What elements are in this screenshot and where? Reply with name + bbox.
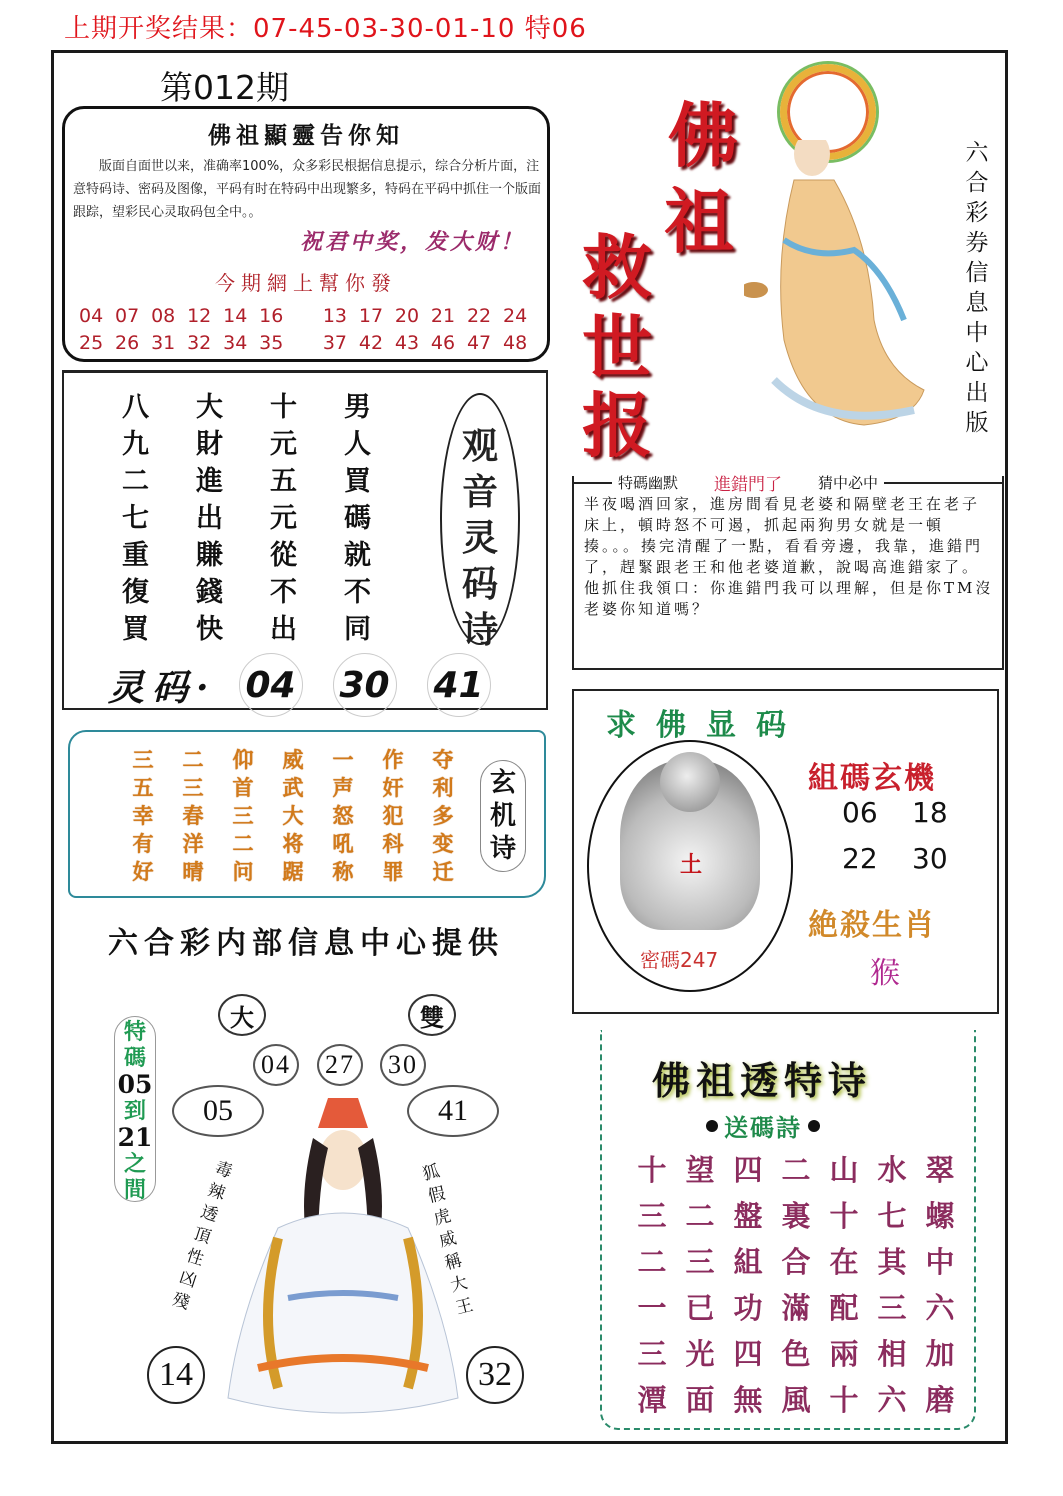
element-label: 土 — [679, 853, 702, 878]
laughing-buddha-head — [660, 752, 720, 812]
number: 22 — [466, 305, 492, 327]
poem-char: 将 — [282, 831, 304, 856]
tema-char: 之 — [123, 1151, 146, 1177]
poem-char: 買 — [122, 614, 149, 645]
poem-char: 犯 — [382, 803, 404, 828]
poem-char: 錢 — [196, 577, 223, 608]
poem-char: 洋 — [182, 831, 204, 856]
vertical-char: 毒 — [212, 1158, 235, 1183]
poem-char: 七 — [122, 503, 149, 534]
title-char: 报 — [582, 384, 652, 467]
vertical-char: 中 — [965, 320, 989, 346]
center-number: 04 — [253, 1044, 299, 1086]
vertical-char: 信 — [965, 260, 989, 286]
center-number: 30 — [380, 1044, 426, 1086]
poem-char: 六 — [877, 1383, 907, 1417]
poem-char: 山 — [829, 1153, 859, 1187]
number: 46 — [430, 332, 456, 354]
tema-char: 間 — [123, 1177, 146, 1203]
vertical-char: 灵 — [461, 517, 498, 559]
number: 13 — [322, 305, 348, 327]
poem-char: 不 — [270, 577, 297, 608]
poem-char: 二 — [182, 747, 204, 772]
joke-title: 進錯門了 — [714, 475, 783, 495]
poem-char: 春 — [182, 803, 204, 828]
poem-char: 一 — [637, 1291, 667, 1325]
number: 47 — [466, 332, 492, 354]
poem-char: 十 — [637, 1153, 667, 1187]
standing-guanyin-image — [744, 140, 934, 430]
double-word-circle: 雙 — [408, 994, 456, 1036]
bullet-icon — [808, 1120, 820, 1132]
vertical-char: 彩 — [965, 200, 989, 226]
number: 24 — [502, 305, 528, 327]
poem-char: 声 — [332, 775, 354, 800]
subtitle-text: 送碼詩 — [724, 1113, 802, 1142]
group-number: 18 — [912, 796, 948, 829]
poem-char: 二 — [232, 831, 254, 856]
vertical-char: 王 — [453, 1295, 476, 1319]
poem-char: 威 — [282, 747, 304, 772]
poem-char: 配 — [829, 1291, 859, 1325]
poem-char: 盤 — [733, 1199, 763, 1233]
poem-char: 迁 — [432, 859, 454, 884]
last-result-label: 上期开奖结果： — [64, 14, 254, 44]
poem-char: 好 — [132, 859, 154, 884]
poem-char: 六 — [925, 1291, 955, 1325]
poem-char: 怒 — [332, 803, 354, 828]
poem-char: 大 — [196, 392, 223, 423]
title-char: 救 — [582, 226, 652, 309]
vertical-char: 稱 — [442, 1250, 465, 1275]
poem-char: 色 — [781, 1337, 811, 1371]
poem-char: 三 — [182, 775, 204, 800]
xuanji-poem-title — [481, 767, 525, 866]
group-number: 30 — [912, 842, 948, 875]
vertical-char: 玄 — [489, 768, 516, 798]
poem-char: 出 — [270, 614, 297, 645]
poem-char: 滿 — [781, 1291, 811, 1325]
poem-char: 三 — [132, 747, 154, 772]
vertical-char: 大 — [448, 1272, 470, 1297]
poem-char: 無 — [733, 1383, 763, 1417]
guanyin-poem-grid — [122, 385, 418, 644]
poem-char: 其 — [877, 1245, 907, 1279]
poem-char: 磨 — [925, 1383, 955, 1417]
poem-char: 变 — [432, 831, 454, 856]
vertical-char: 息 — [965, 290, 989, 316]
vertical-char: 頂 — [190, 1223, 214, 1249]
poem-char: 幸 — [132, 803, 154, 828]
center-number: 27 — [317, 1044, 363, 1086]
poem-char: 三 — [637, 1337, 667, 1371]
right-oval-number: 41 — [407, 1085, 499, 1137]
secret-code: 密碼247 — [640, 948, 719, 972]
poem-char: 碼 — [344, 503, 371, 534]
joke-left-label: 特碼幽默 — [618, 474, 679, 492]
vertical-char: 殘 — [169, 1289, 193, 1314]
poem-char: 夺 — [432, 747, 454, 772]
lingma-number: 04 — [239, 653, 303, 717]
poem-char: 組 — [733, 1245, 763, 1279]
guanyin-poem-box — [62, 370, 548, 710]
poem-char: 五 — [270, 466, 297, 497]
poem-char: 五 — [132, 775, 154, 800]
vertical-char: 合 — [965, 170, 989, 196]
vertical-char: 版 — [965, 410, 989, 436]
poem-char: 三 — [232, 803, 254, 828]
tema-range — [115, 1019, 155, 1203]
poem-char: 元 — [270, 429, 297, 460]
poem-char: 已 — [685, 1291, 715, 1325]
poem-char: 從 — [270, 540, 297, 571]
tema-char: 到 — [123, 1098, 146, 1124]
poem-char: 七 — [877, 1199, 907, 1233]
poem-char: 多 — [432, 803, 454, 828]
poem-char: 裏 — [781, 1199, 811, 1233]
title-char: 祖 — [664, 180, 734, 263]
poem-char: 仰 — [232, 747, 254, 772]
poem-char: 十 — [270, 392, 297, 423]
intro-title: 佛祖顯靈告你知 — [208, 122, 404, 149]
vertical-char: 音 — [461, 471, 498, 513]
lingma-label: 灵码· — [108, 666, 217, 709]
seated-guanyin-image — [218, 1098, 468, 1418]
poem-char: 兩 — [829, 1337, 859, 1371]
issue-number: 第012期 — [160, 68, 289, 107]
poem-char: 首 — [232, 775, 254, 800]
number: 21 — [430, 305, 456, 327]
special-poem-subtitle — [700, 1108, 826, 1143]
number: 12 — [187, 305, 212, 327]
poem-char: 人 — [344, 429, 371, 460]
number: 32 — [187, 332, 212, 354]
vertical-char: 六 — [965, 140, 989, 166]
poem-char: 重 — [122, 540, 149, 571]
poem-char: 十 — [829, 1199, 859, 1233]
poem-char: 買 — [344, 466, 371, 497]
number: 26 — [115, 332, 140, 354]
number: 34 — [223, 332, 248, 354]
xuanji-poem-grid — [118, 744, 468, 884]
vertical-char: 辣 — [205, 1180, 228, 1205]
number: 20 — [394, 305, 420, 327]
poem-char: 科 — [382, 831, 404, 856]
bottom-left-number: 14 — [147, 1346, 205, 1404]
xuanji-poem-scroll — [68, 730, 546, 898]
bottom-right-number: 32 — [466, 1346, 524, 1404]
poem-char: 有 — [132, 831, 154, 856]
poem-char: 九 — [122, 429, 149, 460]
vertical-char: 券 — [965, 230, 989, 256]
lingma-number: 30 — [333, 653, 397, 717]
last-result-banner — [64, 8, 587, 45]
vertical-char: 狐 — [420, 1161, 442, 1185]
provider-banner: 六合彩内部信息中心提供 — [108, 926, 504, 961]
intro-subtitle: 今期網上幫你發 — [215, 271, 397, 295]
poem-char: 三 — [685, 1245, 715, 1279]
tema-char: 特 — [123, 1019, 146, 1045]
poem-char: 就 — [344, 540, 371, 571]
left-oval-number: 05 — [172, 1085, 264, 1137]
poem-char: 作 — [382, 747, 404, 772]
poem-char: 三 — [877, 1291, 907, 1325]
poem-char: 在 — [829, 1245, 859, 1279]
xuanji-poem-title-oval — [480, 760, 526, 872]
bullet-icon — [706, 1120, 718, 1132]
kill-zodiac-title: 絶殺生肖 — [808, 908, 936, 943]
vertical-char: 心 — [965, 350, 989, 376]
joke-body: 半夜喝酒回家，進房間看見老婆和隔壁老王在老子床上，頓時怒不可遏，抓起兩狗男女就是一頓揍。。。揍完清醒了一點，看看旁邊，我靠，進錯門了，趕緊跟老王和他老婆道歉，說喝高進錯家了。他抓住我領口：你進錯門我可以理解，但是你TM沒老婆你知道嗎？ — [584, 495, 994, 618]
poem-char: 问 — [232, 859, 254, 884]
poem-char: 大 — [282, 803, 304, 828]
poem-char: 元 — [270, 503, 297, 534]
poem-char: 二 — [122, 466, 149, 497]
poem-char: 螺 — [925, 1199, 955, 1233]
big-word-circle: 大 — [218, 994, 266, 1036]
vertical-char: 出 — [965, 380, 989, 406]
buddha-arc-title: 求佛显码 — [606, 708, 806, 743]
poem-char: 奸 — [382, 775, 404, 800]
title-char: 世 — [582, 306, 652, 389]
tema-to: 21 — [117, 1123, 153, 1152]
lingma-row — [108, 653, 521, 717]
poem-char: 踞 — [282, 859, 304, 884]
poem-char: 二 — [685, 1199, 715, 1233]
number: 31 — [151, 332, 176, 354]
poem-char: 出 — [196, 503, 223, 534]
vertical-char: 透 — [198, 1202, 221, 1227]
poem-char: 光 — [685, 1337, 715, 1371]
poem-char: 相 — [877, 1337, 907, 1371]
vertical-char: 凶 — [176, 1267, 200, 1292]
number: 42 — [358, 332, 384, 354]
poem-char: 面 — [685, 1383, 715, 1417]
poem-char: 望 — [685, 1153, 715, 1187]
number: 37 — [322, 332, 348, 354]
intro-box — [62, 106, 550, 362]
last-result-numbers: 07-45-03-30-01-10 — [253, 14, 516, 44]
numbers-row-2 — [79, 332, 539, 354]
special-poem-grid — [628, 1148, 964, 1424]
poem-char: 進 — [196, 466, 223, 497]
number: 48 — [502, 332, 528, 354]
intro-wish: 祝君中奖，发大财！ — [299, 230, 525, 255]
vertical-char: 假 — [426, 1183, 448, 1208]
poem-char: 翠 — [925, 1153, 955, 1187]
poem-char: 復 — [122, 577, 149, 608]
poem-char: 二 — [637, 1245, 667, 1279]
poem-char: 称 — [332, 859, 354, 884]
number: 25 — [79, 332, 104, 354]
poem-char: 快 — [196, 614, 223, 645]
poem-char: 二 — [781, 1153, 811, 1187]
poem-char: 十 — [829, 1383, 859, 1417]
poem-char: 一 — [332, 747, 354, 772]
poem-char: 晴 — [182, 859, 204, 884]
tema-from: 05 — [117, 1070, 153, 1099]
number: 07 — [115, 305, 140, 327]
number: 35 — [259, 332, 284, 354]
title-char: 佛 — [668, 94, 738, 177]
poem-char: 合 — [781, 1245, 811, 1279]
number: 16 — [259, 305, 284, 327]
poem-char: 風 — [781, 1383, 811, 1417]
number: 17 — [358, 305, 384, 327]
intro-body: 版面自面世以来，准确率100%，众多彩民根据信息提示，综合分析片面，注意特码诗、密码及图像，平码有时在特码中出现繁多，特码在平码中抓住一个版面跟踪，望彩民心灵取码包全中。。 — [73, 159, 542, 220]
poem-char: 四 — [733, 1153, 763, 1187]
vertical-char: 诗 — [489, 834, 516, 864]
special-number: 特06 — [524, 14, 587, 44]
vertical-char: 码 — [461, 563, 498, 605]
poem-char: 八 — [122, 392, 149, 423]
joke-right-label: 猜中必中 — [818, 474, 879, 492]
poem-char: 武 — [282, 775, 304, 800]
poem-char: 加 — [925, 1337, 955, 1371]
lingma-number: 41 — [427, 653, 491, 717]
vertical-char: 机 — [489, 801, 516, 831]
guanyin-poem-title — [442, 423, 518, 653]
poem-char: 吼 — [332, 831, 354, 856]
number: 08 — [151, 305, 176, 327]
poem-char: 水 — [877, 1153, 907, 1187]
poem-char: 四 — [733, 1337, 763, 1371]
vertical-char: 诗 — [461, 609, 498, 651]
poem-char: 財 — [196, 429, 223, 460]
vertical-char: 观 — [461, 425, 498, 467]
poem-char: 潭 — [637, 1383, 667, 1417]
poem-char: 利 — [432, 775, 454, 800]
poem-char: 同 — [344, 614, 371, 645]
tema-range-pill — [114, 1016, 156, 1202]
poem-char: 功 — [733, 1291, 763, 1325]
poem-char: 罪 — [382, 859, 404, 884]
poem-char: 三 — [637, 1199, 667, 1233]
group-code-numbers — [842, 796, 982, 888]
poem-char: 賺 — [196, 540, 223, 571]
vertical-char: 威 — [437, 1228, 459, 1252]
publisher-vertical — [963, 138, 991, 438]
tema-char: 碼 — [123, 1045, 146, 1071]
numbers-row-1 — [79, 305, 539, 327]
poem-char: 男 — [344, 392, 371, 423]
number: 14 — [223, 305, 248, 327]
group-code-title: 組碼玄機 — [808, 761, 936, 796]
guanyin-poem-title-oval — [440, 393, 520, 651]
vertical-char: 虎 — [431, 1205, 453, 1230]
group-number: 06 — [842, 796, 878, 829]
number: 43 — [394, 332, 420, 354]
group-number: 22 — [842, 842, 878, 875]
special-poem-title: 佛祖透特诗 — [652, 1058, 873, 1103]
kill-zodiac: 猴 — [870, 956, 900, 991]
vertical-char: 性 — [183, 1245, 207, 1271]
number: 04 — [79, 305, 104, 327]
poem-char: 中 — [925, 1245, 955, 1279]
poem-char: 不 — [344, 577, 371, 608]
